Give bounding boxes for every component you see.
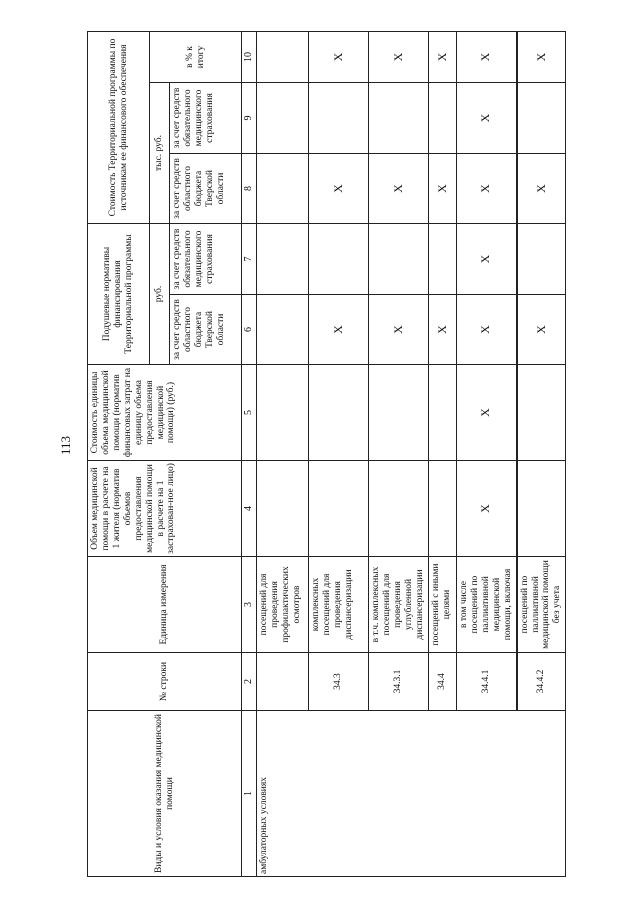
header-norms-group: Подушевые нормативы финансирования Территориальной программы bbox=[88, 223, 150, 364]
cell-percent: X bbox=[429, 31, 457, 82]
cell-norm-oms bbox=[309, 223, 369, 294]
col-number: 2 bbox=[242, 653, 257, 711]
cell-cost-oms bbox=[517, 82, 566, 153]
cell-cost-budget: X bbox=[517, 153, 566, 223]
cell-cost-budget: X bbox=[429, 153, 457, 223]
column-numbers-row bbox=[242, 31, 257, 876]
row-number: 34.4.1 bbox=[457, 653, 517, 711]
cell-percent: X bbox=[369, 31, 429, 82]
cell-cost-oms bbox=[309, 82, 369, 153]
cell-cost-budget bbox=[257, 153, 309, 223]
row-number: 34.3 bbox=[309, 653, 369, 711]
cell-cost-oms: X bbox=[457, 82, 517, 153]
col-number: 3 bbox=[242, 557, 257, 653]
header-row-number: № строки bbox=[88, 653, 242, 711]
cell-norm-budget: X bbox=[517, 295, 566, 365]
cell-norm-budget: X bbox=[369, 295, 429, 365]
cell-cost-oms bbox=[369, 82, 429, 153]
cell-norm-budget: X bbox=[457, 295, 517, 365]
cell-norm-oms bbox=[517, 223, 566, 294]
col-number: 4 bbox=[242, 461, 257, 557]
cell-volume bbox=[517, 461, 566, 557]
header-percent: в % к итогу bbox=[150, 31, 242, 82]
col-number: 10 bbox=[242, 31, 257, 82]
cell-unit-cost bbox=[257, 365, 309, 461]
row-unit: посещений с иными целями bbox=[429, 557, 457, 653]
table-row bbox=[257, 31, 309, 876]
cell-unit-cost bbox=[429, 365, 457, 461]
cell-norm-budget: X bbox=[309, 295, 369, 365]
header-kind: Виды и условия оказания медицинской помощи bbox=[88, 711, 242, 877]
cell-volume bbox=[309, 461, 369, 557]
row-number: 34.4 bbox=[429, 653, 457, 711]
col-number: 8 bbox=[242, 153, 257, 223]
row-unit: в т.ч. комплексных посещений для проведения углубленной диспансеризации bbox=[369, 557, 429, 653]
row-unit: посещений для проведения профилактических осмотров bbox=[257, 557, 309, 653]
cell-volume bbox=[369, 461, 429, 557]
cell-cost-budget: X bbox=[369, 153, 429, 223]
col-number: 6 bbox=[242, 295, 257, 365]
cell-percent: X bbox=[457, 31, 517, 82]
cell-cost-oms bbox=[257, 82, 309, 153]
header-unit-cost: Стоимость единицы объема медицинской помощи (норматив финансовых затрат на единицу объема предоставления медицинской помощи) (руб.) bbox=[88, 365, 242, 461]
financing-table bbox=[87, 31, 566, 877]
cell-norm-oms: X bbox=[457, 223, 517, 294]
cell-cost-budget: X bbox=[309, 153, 369, 223]
row-unit: в том числе посещений по паллиативной медицинской помощи, включая bbox=[457, 557, 517, 653]
header-oms-cost: за счет средств обязательного медицинского страхования bbox=[170, 82, 242, 153]
cell-unit-cost bbox=[309, 365, 369, 461]
cell-norm-oms bbox=[369, 223, 429, 294]
page-number: 113 bbox=[58, 435, 73, 455]
cell-percent: X bbox=[517, 31, 566, 82]
cell-norm-budget bbox=[257, 295, 309, 365]
cell-norm-oms bbox=[429, 223, 457, 294]
col-number: 1 bbox=[242, 711, 257, 877]
table-container bbox=[87, 32, 562, 877]
header-unit: Единица измерения bbox=[88, 557, 242, 653]
header-unit-rub: руб. bbox=[150, 223, 170, 364]
header-cost-group: Стоимость Территориальной программы по источникам ее финансового обеспечения bbox=[88, 31, 150, 223]
cell-unit-cost: X bbox=[457, 365, 517, 461]
header-budget-norm: за счет средств областного бюджета Тверской области bbox=[170, 295, 242, 365]
cell-percent bbox=[257, 31, 309, 82]
col-number: 9 bbox=[242, 82, 257, 153]
cell-unit-cost bbox=[517, 365, 566, 461]
cell-norm-budget: X bbox=[429, 295, 457, 365]
row-number bbox=[257, 653, 309, 711]
col-number: 5 bbox=[242, 365, 257, 461]
cell-cost-budget: X bbox=[457, 153, 517, 223]
cell-unit-cost bbox=[369, 365, 429, 461]
row-number: 34.4.2 bbox=[517, 653, 566, 711]
col-number: 7 bbox=[242, 223, 257, 294]
cell-norm-oms bbox=[257, 223, 309, 294]
header-oms-norm: за счет средств обязательного медицинского страхования bbox=[170, 223, 242, 294]
cell-percent: X bbox=[309, 31, 369, 82]
cell-volume: X bbox=[457, 461, 517, 557]
cell-volume bbox=[429, 461, 457, 557]
header-budget-cost: за счет средств областного бюджета Тверской области bbox=[170, 153, 242, 223]
header-volume: Объем медицинской помощи в расчете на 1 жителя (норматив объемов предоставления медицинской помощи в расчете на 1 застрахован-ное лицо) bbox=[88, 461, 242, 557]
cell-volume bbox=[257, 461, 309, 557]
row-unit: посещений по паллиативной медицинской помощи без учета bbox=[517, 557, 566, 653]
row-unit: комплексных посещений для проведения диспансеризации bbox=[309, 557, 369, 653]
cell-cost-oms bbox=[429, 82, 457, 153]
row-number: 34.3.1 bbox=[369, 653, 429, 711]
header-unit-thous-rub: тыс. руб. bbox=[150, 82, 170, 223]
section-label: амбулаторных условиях bbox=[257, 711, 566, 877]
